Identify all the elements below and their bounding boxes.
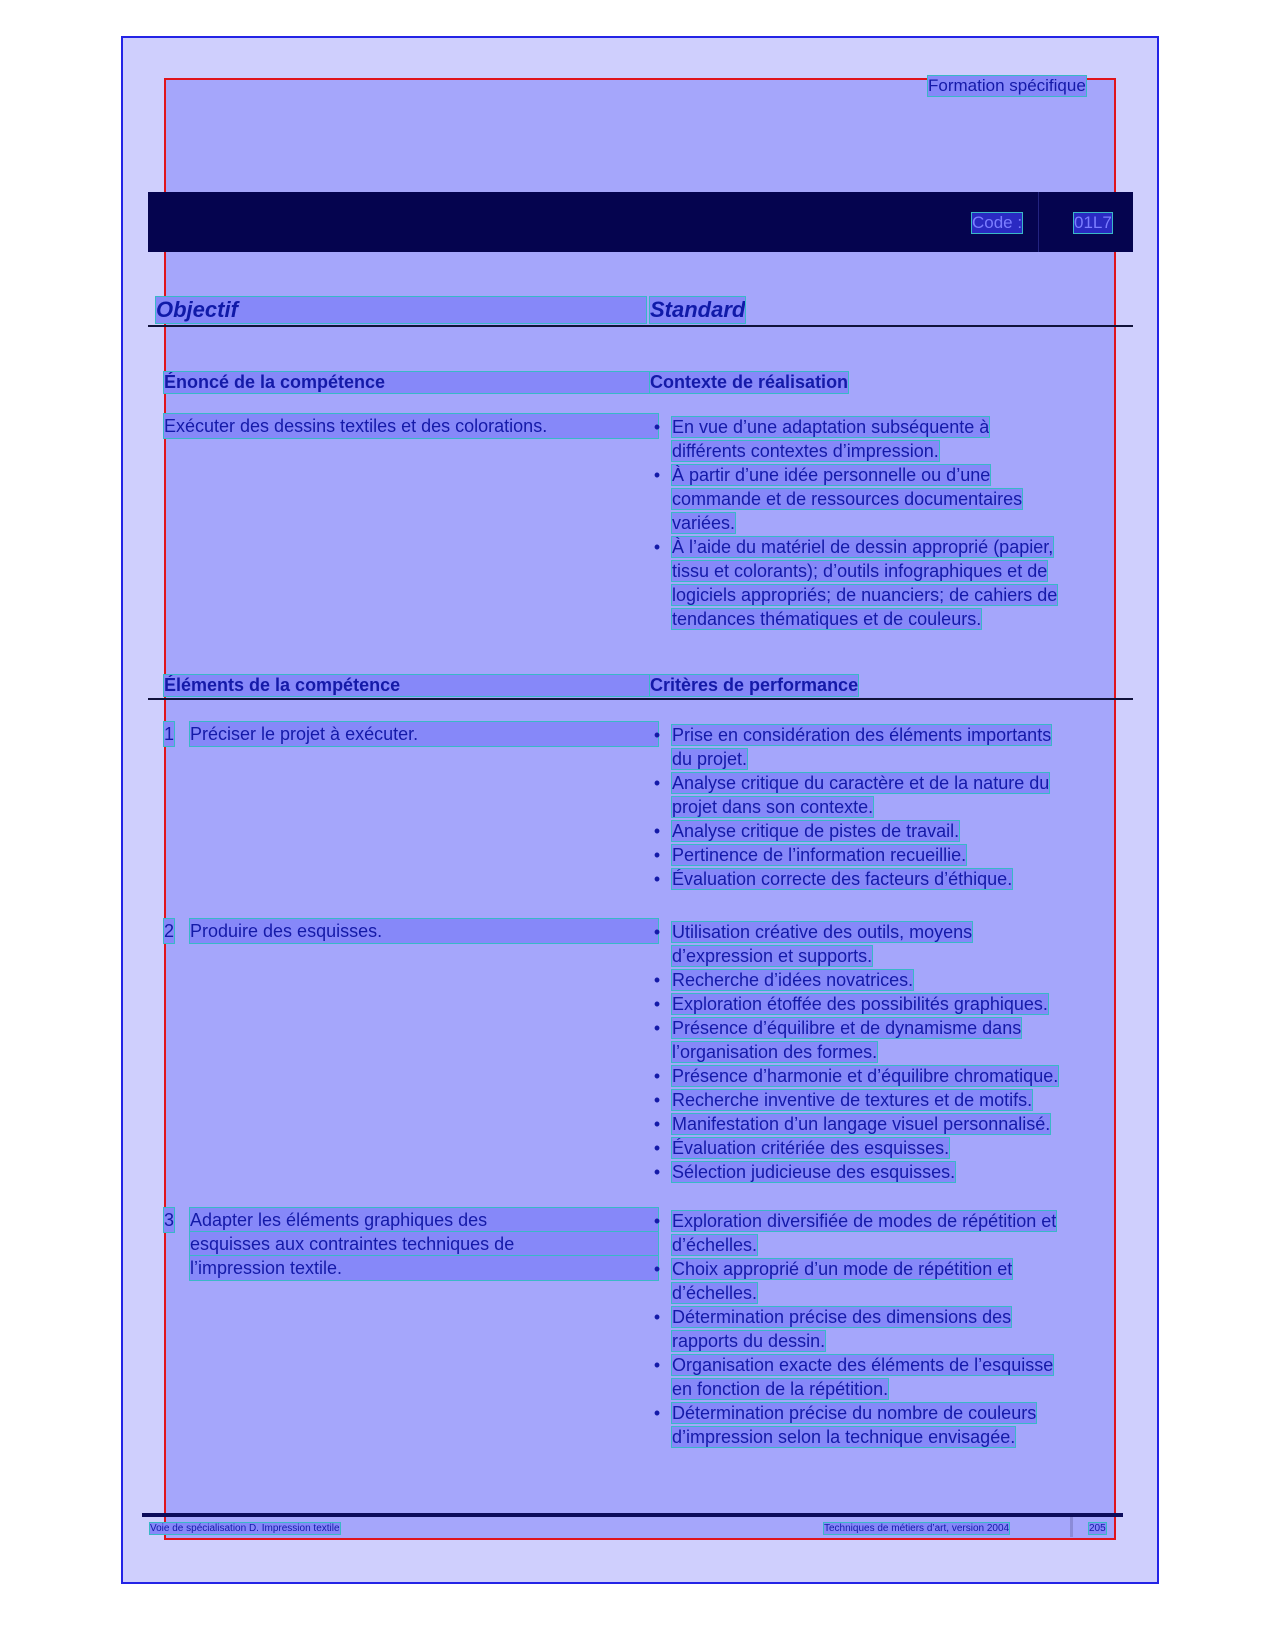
bullet-line: Pertinence de l’information recueillie.: [672, 845, 967, 865]
bullet-line: Présence d’harmonie et d’équilibre chromatique.: [672, 1066, 1059, 1086]
bullet-icon: •: [653, 1259, 661, 1279]
critere-item: [653, 1088, 1033, 1112]
critere-item: [653, 819, 960, 843]
elements-rule: [148, 698, 1133, 700]
footer-rule: [142, 1513, 1123, 1517]
contexte-item-1: [653, 415, 990, 463]
bullet-line: l’organisation des formes.: [672, 1042, 878, 1062]
element-text-line: Produire des esquisses.: [190, 919, 658, 943]
standard-title: Standard: [650, 297, 746, 322]
critere-item: [653, 771, 1050, 819]
bullet-line: À l’aide du matériel de dessin approprié (papier,: [672, 537, 1054, 557]
critere-item: [653, 1160, 956, 1184]
bullet-line: Analyse critique de pistes de travail.: [672, 821, 960, 841]
bullet-icon: •: [653, 417, 661, 437]
bullet-icon: •: [653, 1403, 661, 1423]
bullet-line: commande et de ressources documentaires: [672, 489, 1023, 509]
code-value: 01L7: [1074, 213, 1112, 232]
bullet-line: tendances thématiques et de couleurs.: [672, 609, 982, 629]
critere-item: [653, 1257, 1013, 1305]
bullet-line: Choix approprié d’un mode de répétition et: [672, 1259, 1013, 1279]
bullet-icon: •: [653, 1090, 661, 1110]
bullet-line: Présence d’équilibre et de dynamisme dans: [672, 1018, 1022, 1038]
bullet-line: Détermination précise des dimensions des: [672, 1307, 1012, 1327]
bullet-line: Manifestation d’un langage visuel personnalisé.: [672, 1114, 1051, 1134]
critere-item: [653, 1064, 1059, 1088]
bullet-icon: •: [653, 994, 661, 1014]
criteres-heading: Critères de performance: [650, 675, 859, 695]
bullet-line: Analyse critique du caractère et de la nature du: [672, 773, 1050, 793]
section-rule: [148, 325, 1133, 327]
element-text-line: Adapter les éléments graphiques des: [190, 1208, 658, 1232]
bullet-line: d’impression selon la technique envisagée.: [672, 1427, 1016, 1447]
bullet-line: d’échelles.: [672, 1283, 758, 1303]
code-label: Code :: [972, 213, 1023, 232]
elements-heading: Éléments de la compétence: [164, 675, 658, 696]
enonce-heading: Énoncé de la compétence: [164, 372, 658, 393]
bullet-line: Recherche d’idées novatrices.: [672, 970, 914, 990]
footer-center: Techniques de métiers d’art, version 2004: [824, 1523, 1010, 1534]
bullet-icon: •: [653, 821, 661, 841]
element-text-line: esquisses aux contraintes techniques de: [190, 1232, 658, 1256]
element-number: 2: [164, 921, 175, 941]
header-formation-label: Formation spécifique: [928, 76, 1086, 95]
element-number: 1: [164, 724, 175, 744]
bullet-line: différents contextes d’impression.: [672, 441, 939, 461]
critere-item: [653, 1305, 1012, 1353]
critere-item: [653, 723, 1052, 771]
critere-item: [653, 1136, 950, 1160]
critere-item: [653, 1401, 1037, 1449]
bullet-icon: •: [653, 465, 661, 485]
bullet-line: Exploration diversifiée de modes de répétition et: [672, 1211, 1057, 1231]
bullet-line: tissu et colorants); d’outils infographiques et de: [672, 561, 1048, 581]
critere-item: [653, 1016, 1022, 1064]
bullet-line: Organisation exacte des éléments de l’esquisse: [672, 1355, 1054, 1375]
critere-item: [653, 1353, 1054, 1401]
critere-item: [653, 920, 973, 968]
bullet-line: projet dans son contexte.: [672, 797, 874, 817]
bullet-icon: •: [653, 725, 661, 745]
contexte-heading: Contexte de réalisation: [650, 372, 849, 392]
band-divider: [1038, 192, 1039, 252]
bullet-icon: •: [653, 922, 661, 942]
bullet-icon: •: [653, 773, 661, 793]
bullet-icon: •: [653, 1114, 661, 1134]
bullet-line: Exploration étoffée des possibilités graphiques.: [672, 994, 1048, 1014]
bullet-line: En vue d’une adaptation subséquente à: [672, 417, 990, 437]
footer-left: Voie de spécialisation D. Impression textile: [150, 1523, 340, 1534]
critere-item: [653, 968, 914, 992]
objectif-title: Objectif: [156, 297, 646, 323]
bullet-icon: •: [653, 1355, 661, 1375]
bullet-icon: •: [653, 1138, 661, 1158]
bullet-icon: •: [653, 970, 661, 990]
footer-divider: [1070, 1517, 1073, 1537]
contexte-item-3: [653, 535, 1058, 631]
bullet-line: Prise en considération des éléments importants: [672, 725, 1052, 745]
bullet-line: Recherche inventive de textures et de motifs.: [672, 1090, 1033, 1110]
bullet-icon: •: [653, 1018, 661, 1038]
bullet-line: Sélection judicieuse des esquisses.: [672, 1162, 956, 1182]
element-number: 3: [164, 1210, 175, 1230]
bullet-line: À partir d’une idée personnelle ou d’une: [672, 465, 991, 485]
bullet-icon: •: [653, 869, 661, 889]
element-text-line: l’impression textile.: [190, 1256, 658, 1280]
bullet-icon: •: [653, 1211, 661, 1231]
bullet-line: en fonction de la répétition.: [672, 1379, 889, 1399]
bullet-line: d’expression et supports.: [672, 946, 873, 966]
critere-item: [653, 867, 1013, 891]
bullet-line: Détermination précise du nombre de couleurs: [672, 1403, 1037, 1423]
bullet-icon: •: [653, 1307, 661, 1327]
bullet-line: Évaluation critériée des esquisses.: [672, 1138, 950, 1158]
enonce-text: Exécuter des dessins textiles et des colorations.: [164, 414, 658, 438]
bullet-line: rapports du dessin.: [672, 1331, 826, 1351]
critere-item: [653, 843, 967, 867]
bullet-icon: •: [653, 845, 661, 865]
critere-item: [653, 992, 1048, 1016]
bullet-icon: •: [653, 1162, 661, 1182]
bullet-line: du projet.: [672, 749, 748, 769]
bullet-line: d’échelles.: [672, 1235, 758, 1255]
critere-item: [653, 1209, 1057, 1257]
bullet-line: Évaluation correcte des facteurs d’éthique.: [672, 869, 1013, 889]
bullet-line: logiciels appropriés; de nuanciers; de cahiers de: [672, 585, 1058, 605]
element-text-line: Préciser le projet à exécuter.: [190, 722, 658, 746]
footer-page-number: 205: [1089, 1523, 1106, 1534]
bullet-line: variées.: [672, 513, 736, 533]
contexte-item-2: [653, 463, 1023, 535]
bullet-icon: •: [653, 537, 661, 557]
critere-item: [653, 1112, 1051, 1136]
bullet-icon: •: [653, 1066, 661, 1086]
bullet-line: Utilisation créative des outils, moyens: [672, 922, 973, 942]
